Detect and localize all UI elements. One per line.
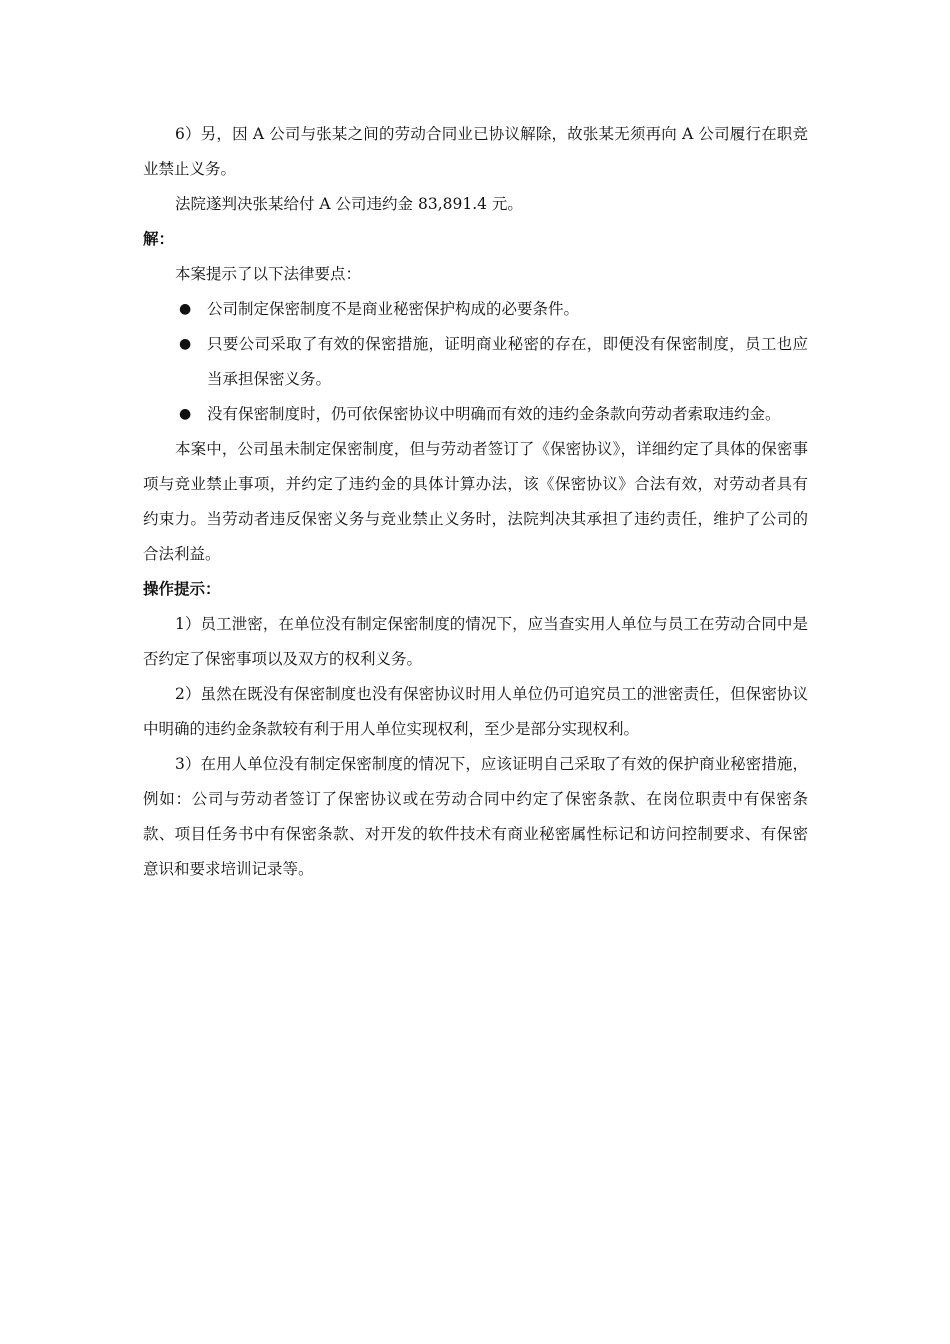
document-page [143,117,808,887]
bullet-item [143,292,808,327]
analysis-intro: 本案提示了以下法律要点： [175,265,362,283]
analysis-heading: 解： [143,230,175,248]
bullet-text: 只要公司采取了有效的保密措施，证明商业秘密的存在，即便没有保密制度，员工也应当承担保密义务。 [207,335,808,388]
bullet-text: 公司制定保密制度不是商业秘密保护构成的必要条件。 [207,300,580,318]
bullet-item [143,397,808,432]
tip-item-1: 1）员工泄密，在单位没有制定保密制度的情况下，应当查实用人单位与员工在劳动合同中是否约定了保密事项以及双方的权利义务。 [143,615,808,668]
tips-heading: 操作提示： [143,580,221,598]
bullet-item [143,327,808,397]
analysis-conclusion: 本案中，公司虽未制定保密制度，但与劳动者签订了《保密协议》，详细约定了具体的保密事项与竞业禁止事项，并约定了违约金的具体计算办法，该《保密协议》合法有效，对劳动者具有约束力。当劳动者违反保密义务与竞业禁止义务时，法院判决其承担了违约责任，维护了公司的合法利益。 [143,440,808,563]
bullet-dot-icon: ● [179,336,192,352]
tip-item-2: 2）虽然在既没有保密制度也没有保密协议时用人单位仍可追究员工的泄密责任，但保密协议中明确的违约金条款较有利于用人单位实现权利，至少是部分实现权利。 [143,685,808,738]
case-judgment: 法院遂判决张某给付 A 公司违约金 83,891.4 元。 [175,195,523,213]
bullet-text: 没有保密制度时，仍可依保密协议中明确而有效的违约金条款向劳动者索取违约金。 [207,405,781,423]
tip-item-3: 3）在用人单位没有制定保密制度的情况下，应该证明自己采取了有效的保护商业秘密措施，例如：公司与劳动者签订了保密协议或在劳动合同中约定了保密条款、在岗位职责中有保密条款、项目任务书中有保密条款、对开发的软件技术有商业秘密属性标记和访问控制要求、有保密意识和要求培训记录等。 [143,755,808,878]
case-paragraph-6: 6）另，因 A 公司与张某之间的劳动合同业已协议解除，故张某无须再向 A 公司履行在职竞业禁止义务。 [143,125,808,178]
bullet-dot-icon: ● [179,406,192,422]
bullet-dot-icon: ● [179,301,192,317]
